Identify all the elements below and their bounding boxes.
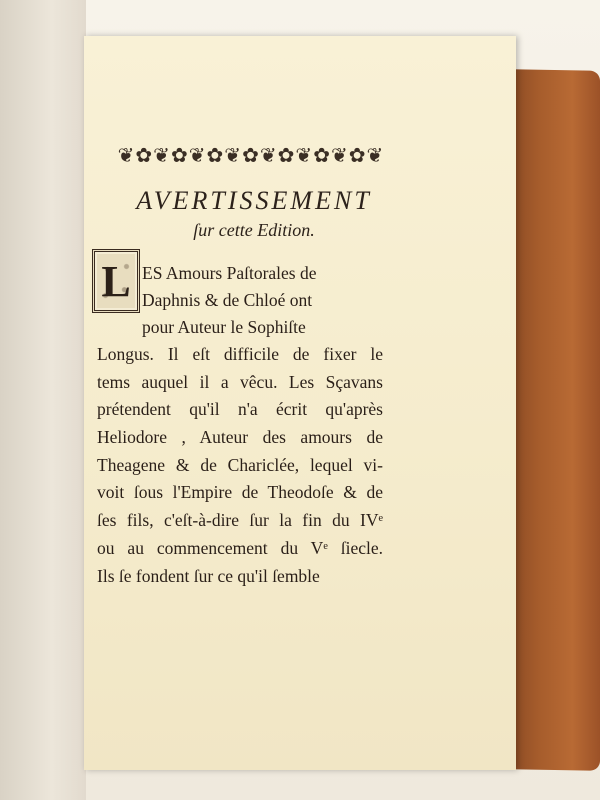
text-line-8: Theagene & de Chariclée, lequel vi- [97,455,383,475]
ornament-glyph: ❦ [153,143,169,167]
book-cover-edge [508,69,600,771]
ornament-glyph: ✿ [170,143,187,167]
decorated-initial [92,249,140,313]
page-subheading: ſur cette Edition. [193,220,315,240]
ornament-glyph: ❦ [117,143,134,167]
ornament-glyph: ❦ [330,143,347,167]
text-line-7: Heliodore , Auteur des amours de [97,427,383,447]
ornament-glyph: ✿ [242,143,258,167]
dropcap-letter: L [101,256,131,306]
text-line-10: ſes fils, c'eſt-à-dire ſur la fin du IVᵉ [97,510,383,530]
ornament-glyph: ✿ [313,143,329,167]
left-page [0,0,86,800]
text-line-4: Longus. Il eſt difficile de fixer le [97,344,383,364]
book-page [84,36,516,770]
text-line-3: pour Auteur le Sophiſte [142,317,306,337]
ornamental-border [117,143,383,167]
ornament-glyph: ✿ [277,143,294,167]
text-line-1: ES Amours Paſtorales de [142,263,317,283]
ornament-glyph: ❦ [259,143,276,167]
text-line-5: tems auquel il a vêcu. Les Sçavans [97,372,383,392]
text-line-11: ou au commencement du Vᵉ ſiecle. [97,538,383,558]
ornament-glyph: ❦ [295,143,312,167]
text-line-9: voit ſous l'Empire de Theodoſe & de [97,482,383,502]
text-line-2: Daphnis & de Chloé ont [142,290,313,310]
ornament-glyph: ❦ [366,143,383,167]
text-line-6: prétendent qu'il n'a écrit qu'après [97,399,383,419]
ornament-glyph: ❦ [224,143,241,167]
ornament-glyph: ✿ [206,143,223,167]
ornament-glyph: ❦ [188,143,205,167]
ornament-glyph: ✿ [135,143,152,167]
text-line-12: Ils ſe fondent ſur ce qu'il ſemble [97,566,320,586]
page-heading: AVERTISSEMENT [136,186,372,215]
ornament-glyph: ✿ [348,143,365,167]
